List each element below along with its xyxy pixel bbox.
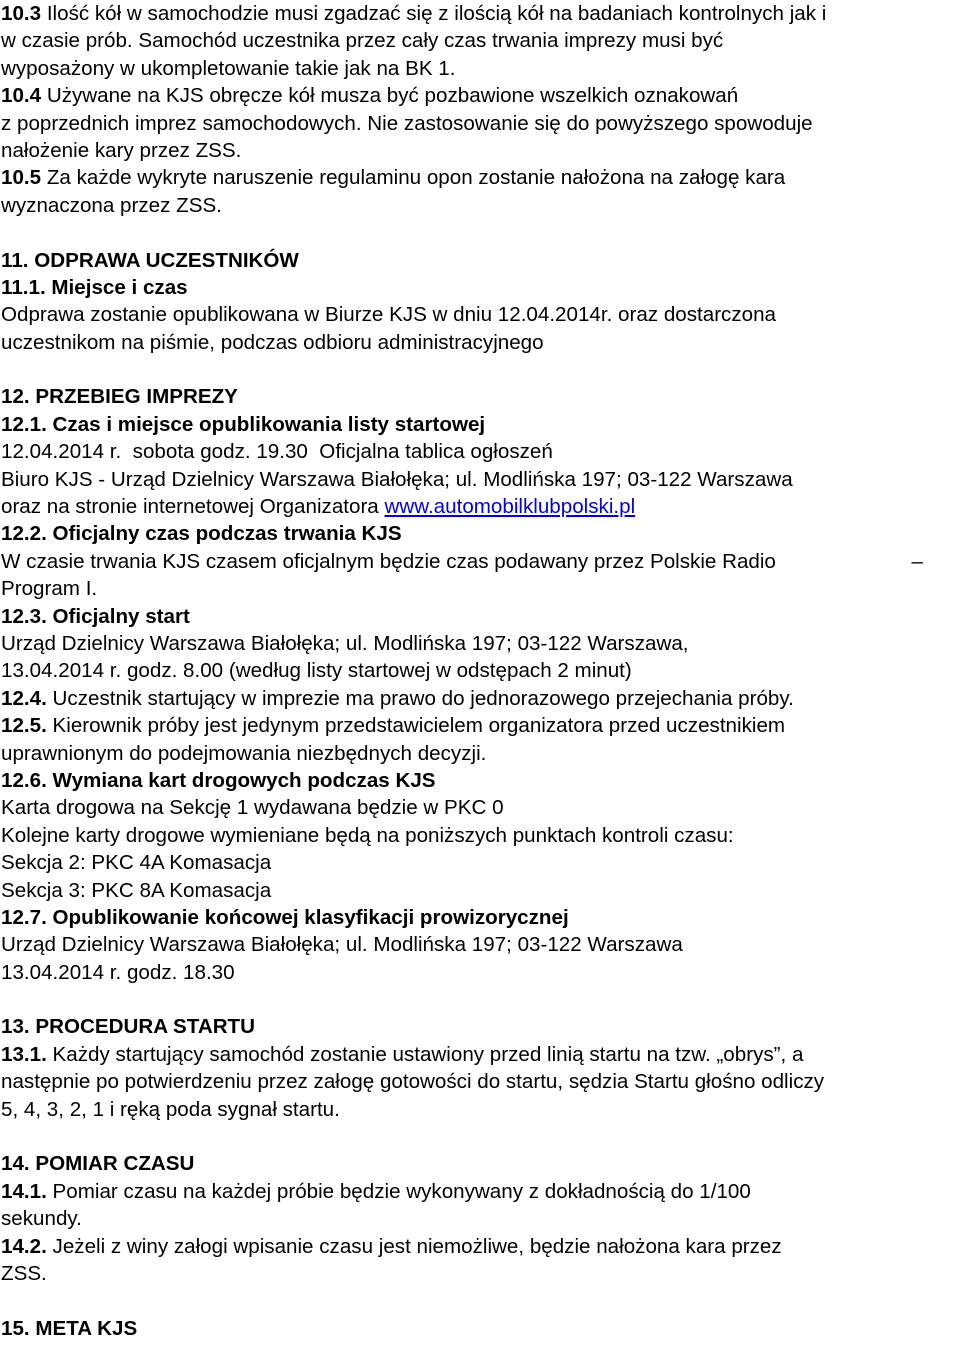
paragraph-10-3-line-3: wyposażony w ukompletowanie takie jak na BK 1.: [1, 56, 456, 80]
paragraph-14-1-line-1: [1, 1178, 956, 1205]
section-number-10-5: 10.5: [1, 166, 42, 190]
paragraph-14-2-line-1: [1, 1233, 956, 1260]
paragraph-11-1-line-2: uczestnikom na piśmie, podczas odbioru administracyjnego: [1, 330, 544, 354]
section-number-12-5: 12.5.: [1, 714, 47, 738]
paragraph-13-1-line-3: 5, 4, 3, 2, 1 i ręką poda sygnał startu.: [1, 1097, 340, 1121]
paragraph-12-5-line-2: uprawnionym do podejmowania niezbędnych decyzji.: [1, 741, 487, 765]
paragraph-10-3-line-2: w czasie prób. Samochód uczestnika przez cały czas trwania imprezy musi być: [1, 29, 724, 53]
paragraph-10-4-line-1: [1, 82, 956, 109]
paragraph-10-5-text: Za każde wykryte naruszenie regulaminu opon zostanie nałożona na załogę kara: [41, 166, 786, 190]
paragraph-10-4-line-2: z poprzednich imprez samochodowych. Nie zastosowanie się do powyższego spowoduje: [1, 111, 813, 135]
section-heading-11: 11. ODPRAWA UCZESTNIKÓW: [1, 248, 299, 272]
paragraph-13-1-text: Każdy startujący samochód zostanie ustawiony przed linią startu na tzw. „obrys”, a: [46, 1042, 804, 1066]
paragraph-10-5-line-1: [1, 164, 956, 191]
subsection-heading-12-6: 12.6. Wymiana kart drogowych podczas KJS: [1, 768, 436, 792]
paragraph-12-6-line-2: Kolejne karty drogowe wymieniane będą na poniższych punktach kontroli czasu:: [1, 823, 734, 847]
subsection-heading-12-1: 12.1. Czas i miejsce opublikowania listy startowej: [1, 412, 486, 436]
spacer: [1, 986, 956, 1013]
paragraph-13-1-line-2: następnie po potwierdzeniu przez załogę gotowości do startu, sędzia Startu głośno odliczy: [1, 1070, 825, 1094]
spacer: [1, 219, 956, 246]
subsection-heading-12-2: 12.2. Oficjalny czas podczas trwania KJS: [1, 522, 402, 546]
paragraph-12-1-text: oraz na stronie internetowej Organizatora: [1, 495, 385, 519]
paragraph-10-4-line-3: nałożenie kary przez ZSS.: [1, 138, 242, 162]
paragraph-10-3-text: Ilość kół w samochodzie musi zgadzać się z ilością kół na badaniach kontrolnych jak i: [41, 2, 827, 25]
paragraph-12-1-line-2: Biuro KJS - Urząd Dzielnicy Warszawa Białołęka; ul. Modlińska 197; 03-122 Warszawa: [1, 467, 793, 491]
paragraph-12-6-line-4: Sekcja 3: PKC 8A Komasacja: [1, 878, 272, 902]
spacer: [1, 1287, 956, 1314]
paragraph-12-3-line-2: 13.04.2014 r. godz. 8.00 (według listy startowej w odstępach 2 minut): [1, 659, 632, 683]
section-number-10-4: 10.4: [1, 84, 42, 108]
paragraph-12-6-line-1: Karta drogowa na Sekcję 1 wydawana będzie w PKC 0: [1, 796, 504, 820]
spacer: [1, 1123, 956, 1150]
paragraph-12-2-text: W czasie trwania KJS czasem oficjalnym będzie czas podawany przez Polskie Radio: [1, 549, 776, 573]
paragraph-12-3-line-1: Urząd Dzielnicy Warszawa Białołęka; ul. Modlińska 197; 03-122 Warszawa,: [1, 631, 689, 655]
paragraph-13-1-line-1: [1, 1041, 956, 1068]
section-number-13-1: 13.1.: [1, 1042, 47, 1066]
section-number-10-3: 10.3: [1, 2, 42, 25]
paragraph-14-1-text: Pomiar czasu na każdej próbie będzie wykonywany z dokładnością do 1/100: [46, 1179, 751, 1203]
paragraph-12-4: [1, 685, 956, 712]
organizer-website-link[interactable]: www.automobilklubpolski.pl: [384, 495, 636, 519]
section-number-14-1: 14.1.: [1, 1179, 47, 1203]
section-number-14-2: 14.2.: [1, 1234, 47, 1258]
paragraph-12-1-line-3: [1, 493, 956, 520]
paragraph-14-2-text: Jeżeli z winy załogi wpisanie czasu jest niemożliwe, będzie nałożona kara przez: [46, 1234, 782, 1258]
paragraph-12-2-line-2: Program I.: [1, 577, 98, 601]
paragraph-12-2-line-1: [1, 548, 923, 575]
paragraph-14-1-line-2: sekundy.: [1, 1207, 82, 1231]
paragraph-12-7-line-2: 13.04.2014 r. godz. 18.30: [1, 960, 235, 984]
subsection-heading-12-7: 12.7. Opublikowanie końcowej klasyfikacji prowizorycznej: [1, 905, 569, 929]
paragraph-10-3-line-1: [1, 0, 956, 27]
paragraph-10-5-line-2: wyznaczona przez ZSS.: [1, 193, 222, 217]
dash: –: [911, 549, 923, 573]
section-heading-12: 12. PRZEBIEG IMPREZY: [1, 385, 238, 409]
regulations-document: [1, 0, 956, 1342]
spacer: [1, 356, 956, 383]
subsection-heading-11-1: 11.1. Miejsce i czas: [1, 275, 188, 299]
paragraph-12-1-line-1: 12.04.2014 r. sobota godz. 19.30 Oficjalna tablica ogłoszeń: [1, 440, 553, 464]
section-heading-13: 13. PROCEDURA STARTU: [1, 1015, 256, 1039]
section-heading-15: 15. META KJS: [1, 1316, 138, 1340]
paragraph-12-6-line-3: Sekcja 2: PKC 4A Komasacja: [1, 851, 272, 875]
section-number-12-4: 12.4.: [1, 686, 47, 710]
paragraph-12-5-line-1: [1, 712, 956, 739]
section-heading-14: 14. POMIAR CZASU: [1, 1152, 195, 1176]
paragraph-12-4-text: Uczestnik startujący w imprezie ma prawo do jednorazowego przejechania próby.: [46, 686, 794, 710]
paragraph-14-2-line-2: ZSS.: [1, 1261, 47, 1285]
paragraph-10-4-text: Używane na KJS obręcze kół musza być pozbawione wszelkich oznakowań: [41, 84, 739, 108]
subsection-heading-12-3: 12.3. Oficjalny start: [1, 604, 190, 628]
paragraph-12-5-text: Kierownik próby jest jedynym przedstawicielem organizatora przed uczestnikiem: [46, 714, 786, 738]
paragraph-11-1-line-1: Odprawa zostanie opublikowana w Biurze KJS w dniu 12.04.2014r. oraz dostarczona: [1, 303, 777, 327]
paragraph-12-7-line-1: Urząd Dzielnicy Warszawa Białołęka; ul. Modlińska 197; 03-122 Warszawa: [1, 933, 683, 957]
